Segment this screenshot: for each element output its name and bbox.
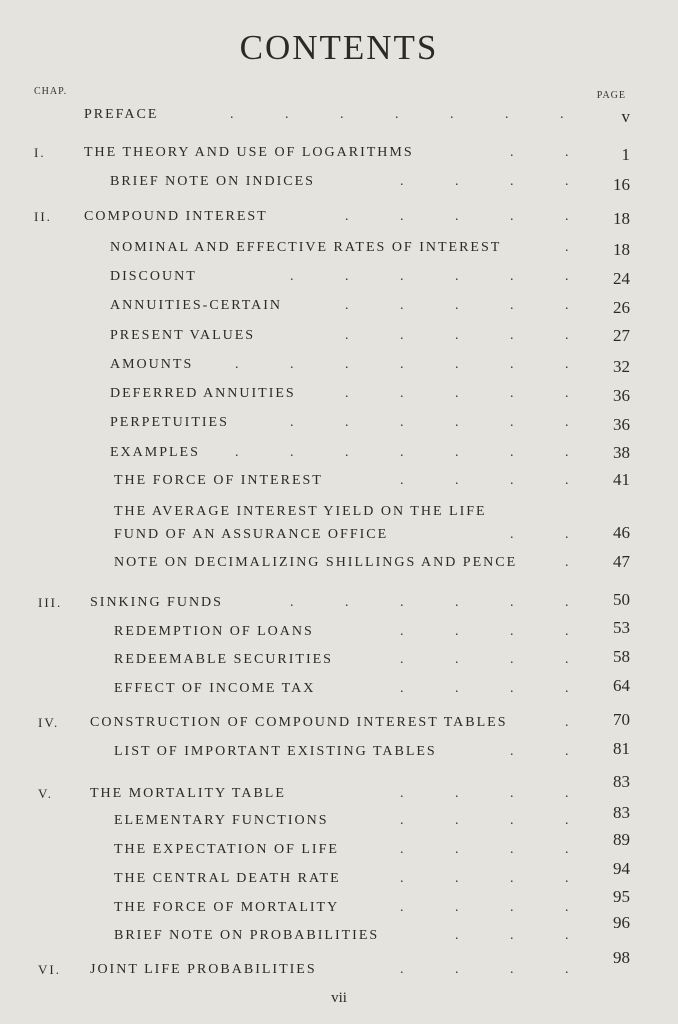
toc-entry-title: THE FORCE OF INTEREST	[114, 473, 323, 488]
dot-leader: .	[565, 174, 569, 189]
dot-leader: .	[455, 900, 459, 915]
dot-leader: .	[400, 813, 404, 828]
toc-entry-title: PERPETUITIES	[110, 415, 229, 430]
toc-entry-title: COMPOUND INTEREST	[84, 209, 268, 224]
toc-entry-title: PRESENT VALUES	[110, 328, 256, 343]
dot-leader: .	[565, 681, 569, 696]
dot-leader: .	[565, 595, 569, 610]
dot-leader: .	[455, 386, 459, 401]
toc-entry-title: ANNUITIES-CERTAIN	[110, 298, 283, 313]
dot-leader: .	[455, 209, 459, 224]
dot-leader: .	[455, 842, 459, 857]
toc-entry	[0, 381, 678, 407]
dot-leader: .	[455, 595, 459, 610]
dot-leader: .	[510, 209, 514, 224]
dot-leader: .	[455, 328, 459, 343]
toc-entry	[0, 140, 678, 166]
dot-leader: .	[455, 786, 459, 801]
dot-leader: .	[510, 415, 514, 430]
dot-leader: .	[565, 415, 569, 430]
dot-leader: .	[510, 145, 514, 160]
dot-leader: .	[400, 357, 404, 372]
dot-leader: .	[510, 269, 514, 284]
toc-entry-title: NOMINAL AND EFFECTIVE RATES OF INTEREST	[110, 240, 502, 255]
dot-leader: .	[400, 962, 404, 977]
toc-page-number: 18	[613, 209, 630, 228]
dot-leader: .	[400, 473, 404, 488]
toc-page-number: 89	[613, 830, 630, 849]
toc-page-number: 38	[613, 443, 630, 462]
toc-page-number: 98	[613, 948, 630, 967]
toc-entry	[0, 410, 678, 436]
dot-leader: .	[400, 174, 404, 189]
dot-leader: .	[400, 900, 404, 915]
dot-leader: .	[565, 962, 569, 977]
dot-leader: .	[565, 445, 569, 460]
toc-entry	[0, 859, 678, 892]
toc-chapter-number: III.	[38, 595, 63, 610]
dot-leader: .	[345, 595, 349, 610]
dot-leader: .	[510, 871, 514, 886]
dot-leader: .	[565, 744, 569, 759]
dot-leader: .	[455, 681, 459, 696]
dot-leader: .	[565, 240, 569, 255]
dot-leader: .	[400, 386, 404, 401]
dot-leader: .	[565, 842, 569, 857]
dot-leader: .	[345, 415, 349, 430]
dot-leader: .	[510, 445, 514, 460]
dot-leader: .	[455, 962, 459, 977]
dot-leader: .	[565, 786, 569, 801]
dot-leader: .	[565, 298, 569, 313]
toc-page-number: v	[621, 107, 630, 126]
toc-page-number: 27	[613, 326, 630, 345]
toc-entry	[0, 647, 678, 673]
page-folio: vii	[331, 990, 347, 1006]
toc-page-number: 95	[613, 887, 630, 906]
dot-leader: .	[290, 269, 294, 284]
toc-entry-title: FUND OF AN ASSURANCE OFFICE	[114, 527, 389, 542]
dot-leader: .	[510, 328, 514, 343]
toc-page-number: 26	[613, 298, 630, 317]
toc-page-number: 47	[613, 552, 630, 571]
toc-entry-title: CONSTRUCTION OF COMPOUND INTEREST TABLES	[90, 715, 508, 730]
dot-leader: .	[565, 328, 569, 343]
dot-leader: .	[400, 415, 404, 430]
toc-entry	[0, 913, 678, 949]
toc-page-number: 58	[613, 647, 630, 666]
dot-leader: .	[455, 415, 459, 430]
dot-leader: .	[290, 357, 294, 372]
dot-leader: .	[345, 445, 349, 460]
dot-leader: .	[565, 269, 569, 284]
toc-entry	[0, 102, 678, 128]
toc-entry-title: ELEMENTARY FUNCTIONS	[114, 813, 329, 828]
toc-entry-title: THE FORCE OF MORTALITY	[114, 900, 340, 915]
page-column-header: PAGE	[596, 90, 626, 101]
dot-leader: .	[565, 871, 569, 886]
dot-leader: .	[565, 473, 569, 488]
toc-page-number: 96	[613, 913, 630, 932]
dot-leader: .	[345, 357, 349, 372]
toc-entry-title: REDEMPTION OF LOANS	[114, 624, 314, 639]
toc-page-number: 36	[613, 415, 630, 434]
dot-leader: .	[455, 269, 459, 284]
dot-leader: .	[400, 624, 404, 639]
dot-leader: .	[565, 652, 569, 667]
toc-entry	[0, 293, 678, 319]
toc-entry	[0, 772, 678, 807]
toc-entry	[0, 619, 678, 645]
dot-leader: .	[565, 357, 569, 372]
dot-leader: .	[400, 269, 404, 284]
toc-entry	[0, 550, 678, 576]
dot-leader: .	[455, 871, 459, 886]
toc-page-number: 36	[613, 386, 630, 405]
dot-leader: .	[510, 900, 514, 915]
dot-leader: .	[290, 445, 294, 460]
dot-leader: .	[510, 681, 514, 696]
dot-leader: .	[455, 445, 459, 460]
toc-entry-title: NOTE ON DECIMALIZING SHILLINGS AND PENCE	[114, 555, 518, 570]
dot-leader: .	[395, 107, 399, 122]
toc-page-number: 83	[613, 803, 630, 822]
dot-leader: .	[400, 681, 404, 696]
toc-page-number: 24	[613, 269, 630, 288]
dot-leader: .	[455, 174, 459, 189]
toc-entry	[0, 522, 678, 548]
toc-entry	[0, 169, 678, 195]
dot-leader: .	[505, 107, 509, 122]
toc-entry	[0, 352, 678, 378]
toc-entry-title: BRIEF NOTE ON PROBABILITIES	[114, 928, 380, 943]
toc-page-number: 32	[613, 357, 630, 376]
toc-entry	[0, 948, 678, 983]
toc-chapter-number: VI.	[38, 962, 61, 977]
dot-leader: .	[400, 652, 404, 667]
dot-leader: .	[345, 386, 349, 401]
toc-entry-title: THE MORTALITY TABLE	[90, 786, 286, 801]
dot-leader: .	[565, 555, 569, 570]
toc-entry	[0, 739, 678, 765]
dot-leader: .	[285, 107, 289, 122]
dot-leader: .	[455, 298, 459, 313]
dot-leader: .	[400, 209, 404, 224]
dot-leader: .	[565, 624, 569, 639]
dot-leader: .	[510, 527, 514, 542]
dot-leader: .	[400, 328, 404, 343]
dot-leader: .	[235, 445, 239, 460]
toc-chapter-number: IV.	[38, 715, 60, 730]
toc-entry	[0, 468, 678, 494]
toc-page-number: 1	[621, 145, 630, 164]
toc-entry-title: BRIEF NOTE ON INDICES	[110, 174, 315, 189]
toc-page-number: 83	[613, 772, 630, 791]
dot-leader: .	[400, 595, 404, 610]
dot-leader: .	[400, 871, 404, 886]
dot-leader: .	[510, 813, 514, 828]
dot-leader: .	[455, 652, 459, 667]
dot-leader: .	[510, 744, 514, 759]
dot-leader: .	[400, 842, 404, 857]
toc-page-number: 94	[613, 859, 630, 878]
toc-entry-title: AMOUNTS	[110, 357, 194, 372]
chap-column-header: CHAP.	[34, 86, 68, 97]
toc-entry	[0, 676, 678, 702]
toc-entry-title: REDEEMABLE SECURITIES	[114, 652, 333, 667]
toc-page-number: 70	[613, 710, 630, 729]
dot-leader: .	[455, 473, 459, 488]
toc-entry	[0, 323, 678, 349]
dot-leader: .	[565, 209, 569, 224]
dot-leader: .	[565, 527, 569, 542]
dot-leader: .	[510, 624, 514, 639]
toc-entry-title: THE THEORY AND USE OF LOGARITHMS	[84, 145, 414, 160]
dot-leader: .	[345, 209, 349, 224]
dot-leader: .	[510, 962, 514, 977]
dot-leader: .	[510, 174, 514, 189]
toc-entry	[0, 803, 678, 834]
toc-entry	[0, 235, 678, 261]
toc-page-number: 64	[613, 676, 630, 695]
dot-leader: .	[455, 357, 459, 372]
dot-leader: .	[400, 786, 404, 801]
toc-entry	[0, 830, 678, 863]
dot-leader: .	[510, 652, 514, 667]
toc-entry	[0, 204, 678, 230]
toc-chapter-number: I.	[34, 145, 46, 160]
dot-leader: .	[450, 107, 454, 122]
dot-leader: .	[510, 786, 514, 801]
toc-entry-title: SINKING FUNDS	[90, 595, 223, 610]
dot-leader: .	[565, 928, 569, 943]
toc-entry	[0, 590, 678, 616]
dot-leader: .	[455, 624, 459, 639]
toc-entry-title: DEFERRED ANNUITIES	[110, 386, 296, 401]
dot-leader: .	[510, 473, 514, 488]
toc-entry-title: JOINT LIFE PROBABILITIES	[90, 962, 317, 977]
toc-page-number: 81	[613, 739, 630, 758]
toc-page-number: 53	[613, 618, 630, 637]
toc-entry-title: DISCOUNT	[110, 269, 197, 284]
dot-leader: .	[510, 928, 514, 943]
dot-leader: .	[565, 145, 569, 160]
toc-entry	[0, 264, 678, 290]
toc-page-number: 18	[613, 240, 630, 259]
toc-chapter-number: II.	[34, 209, 52, 224]
dot-leader: .	[230, 107, 234, 122]
dot-leader: .	[510, 357, 514, 372]
dot-leader: .	[400, 445, 404, 460]
toc-entry	[0, 887, 678, 921]
toc-entry-title: EXAMPLES	[110, 445, 200, 460]
dot-leader: .	[510, 298, 514, 313]
dot-leader: .	[340, 107, 344, 122]
toc-entry	[0, 440, 678, 466]
dot-leader: .	[565, 715, 569, 730]
dot-leader: .	[565, 386, 569, 401]
toc-entry-title: EFFECT OF INCOME TAX	[114, 681, 316, 696]
dot-leader: .	[345, 298, 349, 313]
dot-leader: .	[455, 813, 459, 828]
dot-leader: .	[510, 842, 514, 857]
dot-leader: .	[510, 386, 514, 401]
toc-page-number: 50	[613, 590, 630, 609]
toc-entry-title: THE EXPECTATION OF LIFE	[114, 842, 339, 857]
toc-entry-title: PREFACE	[84, 107, 159, 122]
toc-entry-title: LIST OF IMPORTANT EXISTING TABLES	[114, 744, 437, 759]
dot-leader: .	[565, 813, 569, 828]
dot-leader: .	[290, 415, 294, 430]
toc-entry-title: THE CENTRAL DEATH RATE	[114, 871, 341, 886]
dot-leader: .	[345, 328, 349, 343]
toc-chapter-number: V.	[38, 786, 53, 801]
dot-leader: .	[560, 107, 564, 122]
dot-leader: .	[290, 595, 294, 610]
dot-leader: .	[345, 269, 349, 284]
dot-leader: .	[235, 357, 239, 372]
toc-page-number: 16	[613, 175, 630, 194]
page-title: CONTENTS	[239, 28, 439, 67]
toc-entry	[0, 710, 678, 736]
toc-page-number: 46	[613, 523, 630, 542]
dot-leader: .	[400, 298, 404, 313]
toc-page-number: 41	[613, 470, 630, 489]
dot-leader: .	[565, 900, 569, 915]
dot-leader: .	[455, 928, 459, 943]
toc-entry-title: THE AVERAGE INTEREST YIELD ON THE LIFE	[114, 504, 487, 519]
dot-leader: .	[510, 595, 514, 610]
